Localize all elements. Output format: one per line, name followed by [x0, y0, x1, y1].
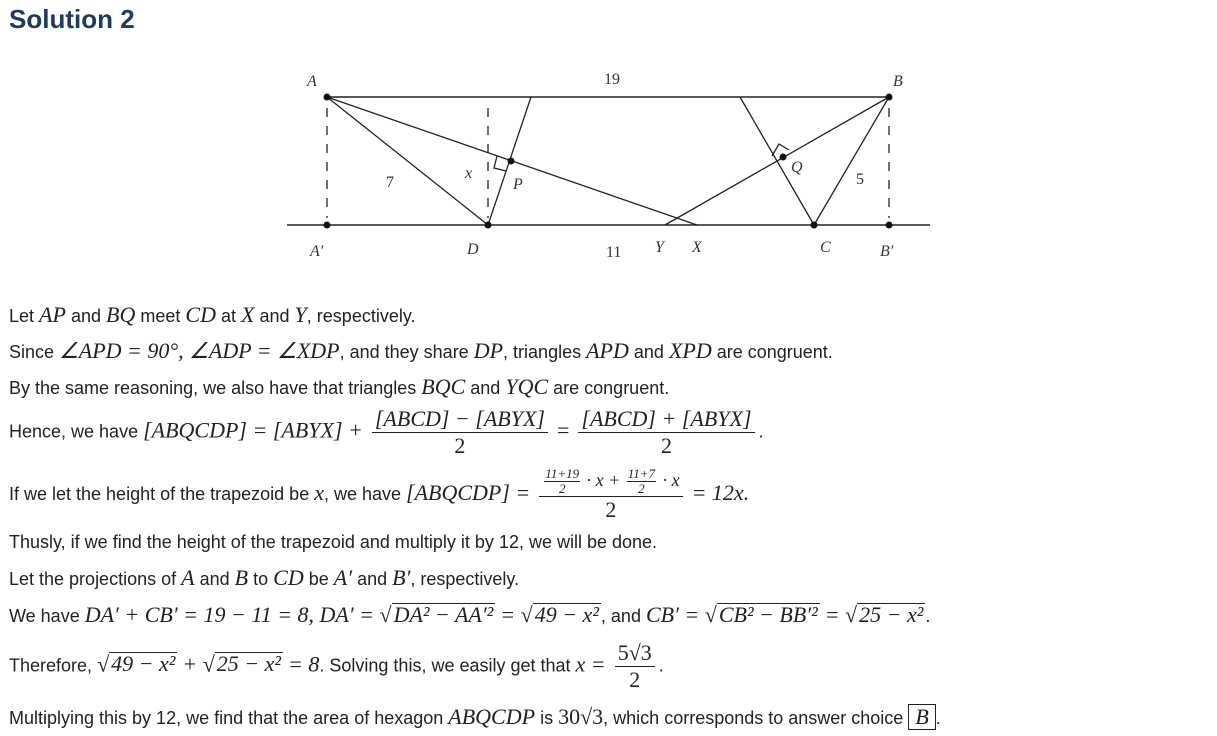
geometry-figure [0, 0, 1217, 270]
text-line-10: Multiplying this by 12, we find that the area of hexagon ABQCDP is 30√3, which corresponds to answer choice B . [9, 704, 941, 729]
label-q: Q [791, 159, 803, 176]
point-a [324, 94, 331, 101]
label-c: C [820, 239, 831, 256]
text-line-5: If we let the height of the trapezoid be x, we have [ABQCDP] = $\frac{11+19}{2}$ · x + $\frac{11+7}{2}$ · x 2 = 12x. [9, 466, 750, 523]
fraction-area: $\frac{11+19}{2}$ · x + $\frac{11+7}{2}$ · x 2 [539, 467, 682, 523]
text-line-8: We have DA′ + CB′ = 19 − 11 = 8, DA′ = √DA² − AA′² = √49 − x² , and CB′ = √CB² − BB′² = √25 − x² . [9, 602, 931, 627]
text-line-1: Let AP and BQ meet CD at X and Y, respectively. [9, 302, 416, 327]
fraction-x-value: $\frac{5√3}{2}$ [615, 640, 655, 693]
point-q [780, 154, 787, 161]
text-line-3: By the same reasoning, we also have that triangles BQC and YQC are congruent. [9, 374, 670, 399]
label-height-x: x [465, 165, 473, 182]
point-p [508, 158, 515, 165]
label-b-prime: B′ [880, 243, 894, 260]
solution-heading: Solution 2 [9, 4, 135, 34]
fraction-difference: $\frac{\text{[ABCD] − [ABYX]}}{2}$ [372, 406, 548, 459]
segment-bc [814, 97, 889, 225]
text-line-7: Let the projections of A and B to CD be A′ and B′, respectively. [9, 565, 520, 590]
text-line-4: Hence, we have [ABQCDP] = [ABYX] + $\frac{\text{[ABCD] − [ABYX]}}{2}$ = $\frac{\text{[ABCD] + [ABYX]}}{2}$ . [9, 406, 764, 458]
label-x: X [692, 239, 702, 256]
label-a-prime: A′ [310, 243, 324, 260]
label-bottom-length: 11 [606, 244, 622, 261]
label-a: A [307, 73, 317, 90]
fraction-sum: $\frac{\text{[ABCD] + [ABYX]}}{2}$ [578, 406, 754, 459]
point-b [886, 94, 893, 101]
segment-cq [740, 97, 814, 225]
segment-ad [327, 97, 488, 225]
point-c [811, 222, 818, 229]
text-line-2: Since ∠APD = 90°, ∠ADP = ∠XDP, and they share DP, triangles APD and XPD are congruent. [9, 338, 833, 363]
label-ad-length: 7 [386, 174, 394, 191]
label-bc-length: 5 [856, 171, 864, 188]
answer-box: B [908, 704, 935, 730]
point-a-prime [324, 222, 331, 229]
label-b: B [893, 73, 903, 90]
text-line-9: Therefore, √49 − x² + √25 − x² = 8. Solving this, we easily get that x = $\frac{5√3}{2}$ . [9, 640, 664, 692]
label-y: Y [655, 239, 664, 256]
right-angle-q [772, 144, 789, 156]
text-line-6: Thusly, if we find the height of the trapezoid and multiply it by 12, we will be done. [9, 532, 658, 552]
label-top-length: 19 [604, 71, 620, 88]
point-b-prime [886, 222, 893, 229]
label-p: P [513, 176, 523, 193]
point-d [485, 222, 492, 229]
label-d: D [467, 241, 479, 258]
